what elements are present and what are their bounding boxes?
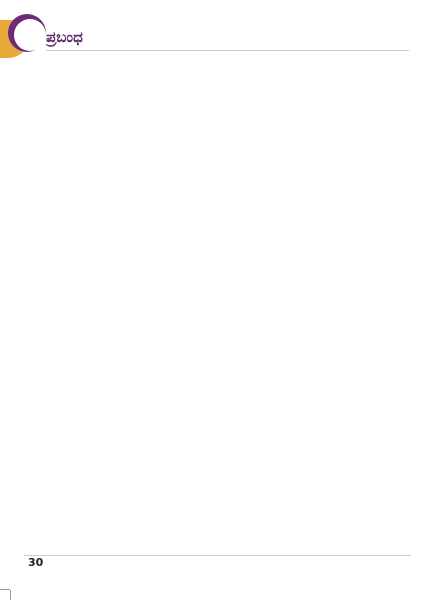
section-title: ಪ್ರಬಂಧ	[46, 28, 83, 46]
title-divider	[46, 50, 409, 51]
corner-arc-inner	[14, 19, 46, 51]
crop-mark	[0, 589, 10, 590]
crop-mark	[10, 590, 11, 600]
page-number: 30	[28, 556, 44, 569]
footer-divider	[24, 555, 411, 556]
body-text-column	[48, 60, 404, 560]
